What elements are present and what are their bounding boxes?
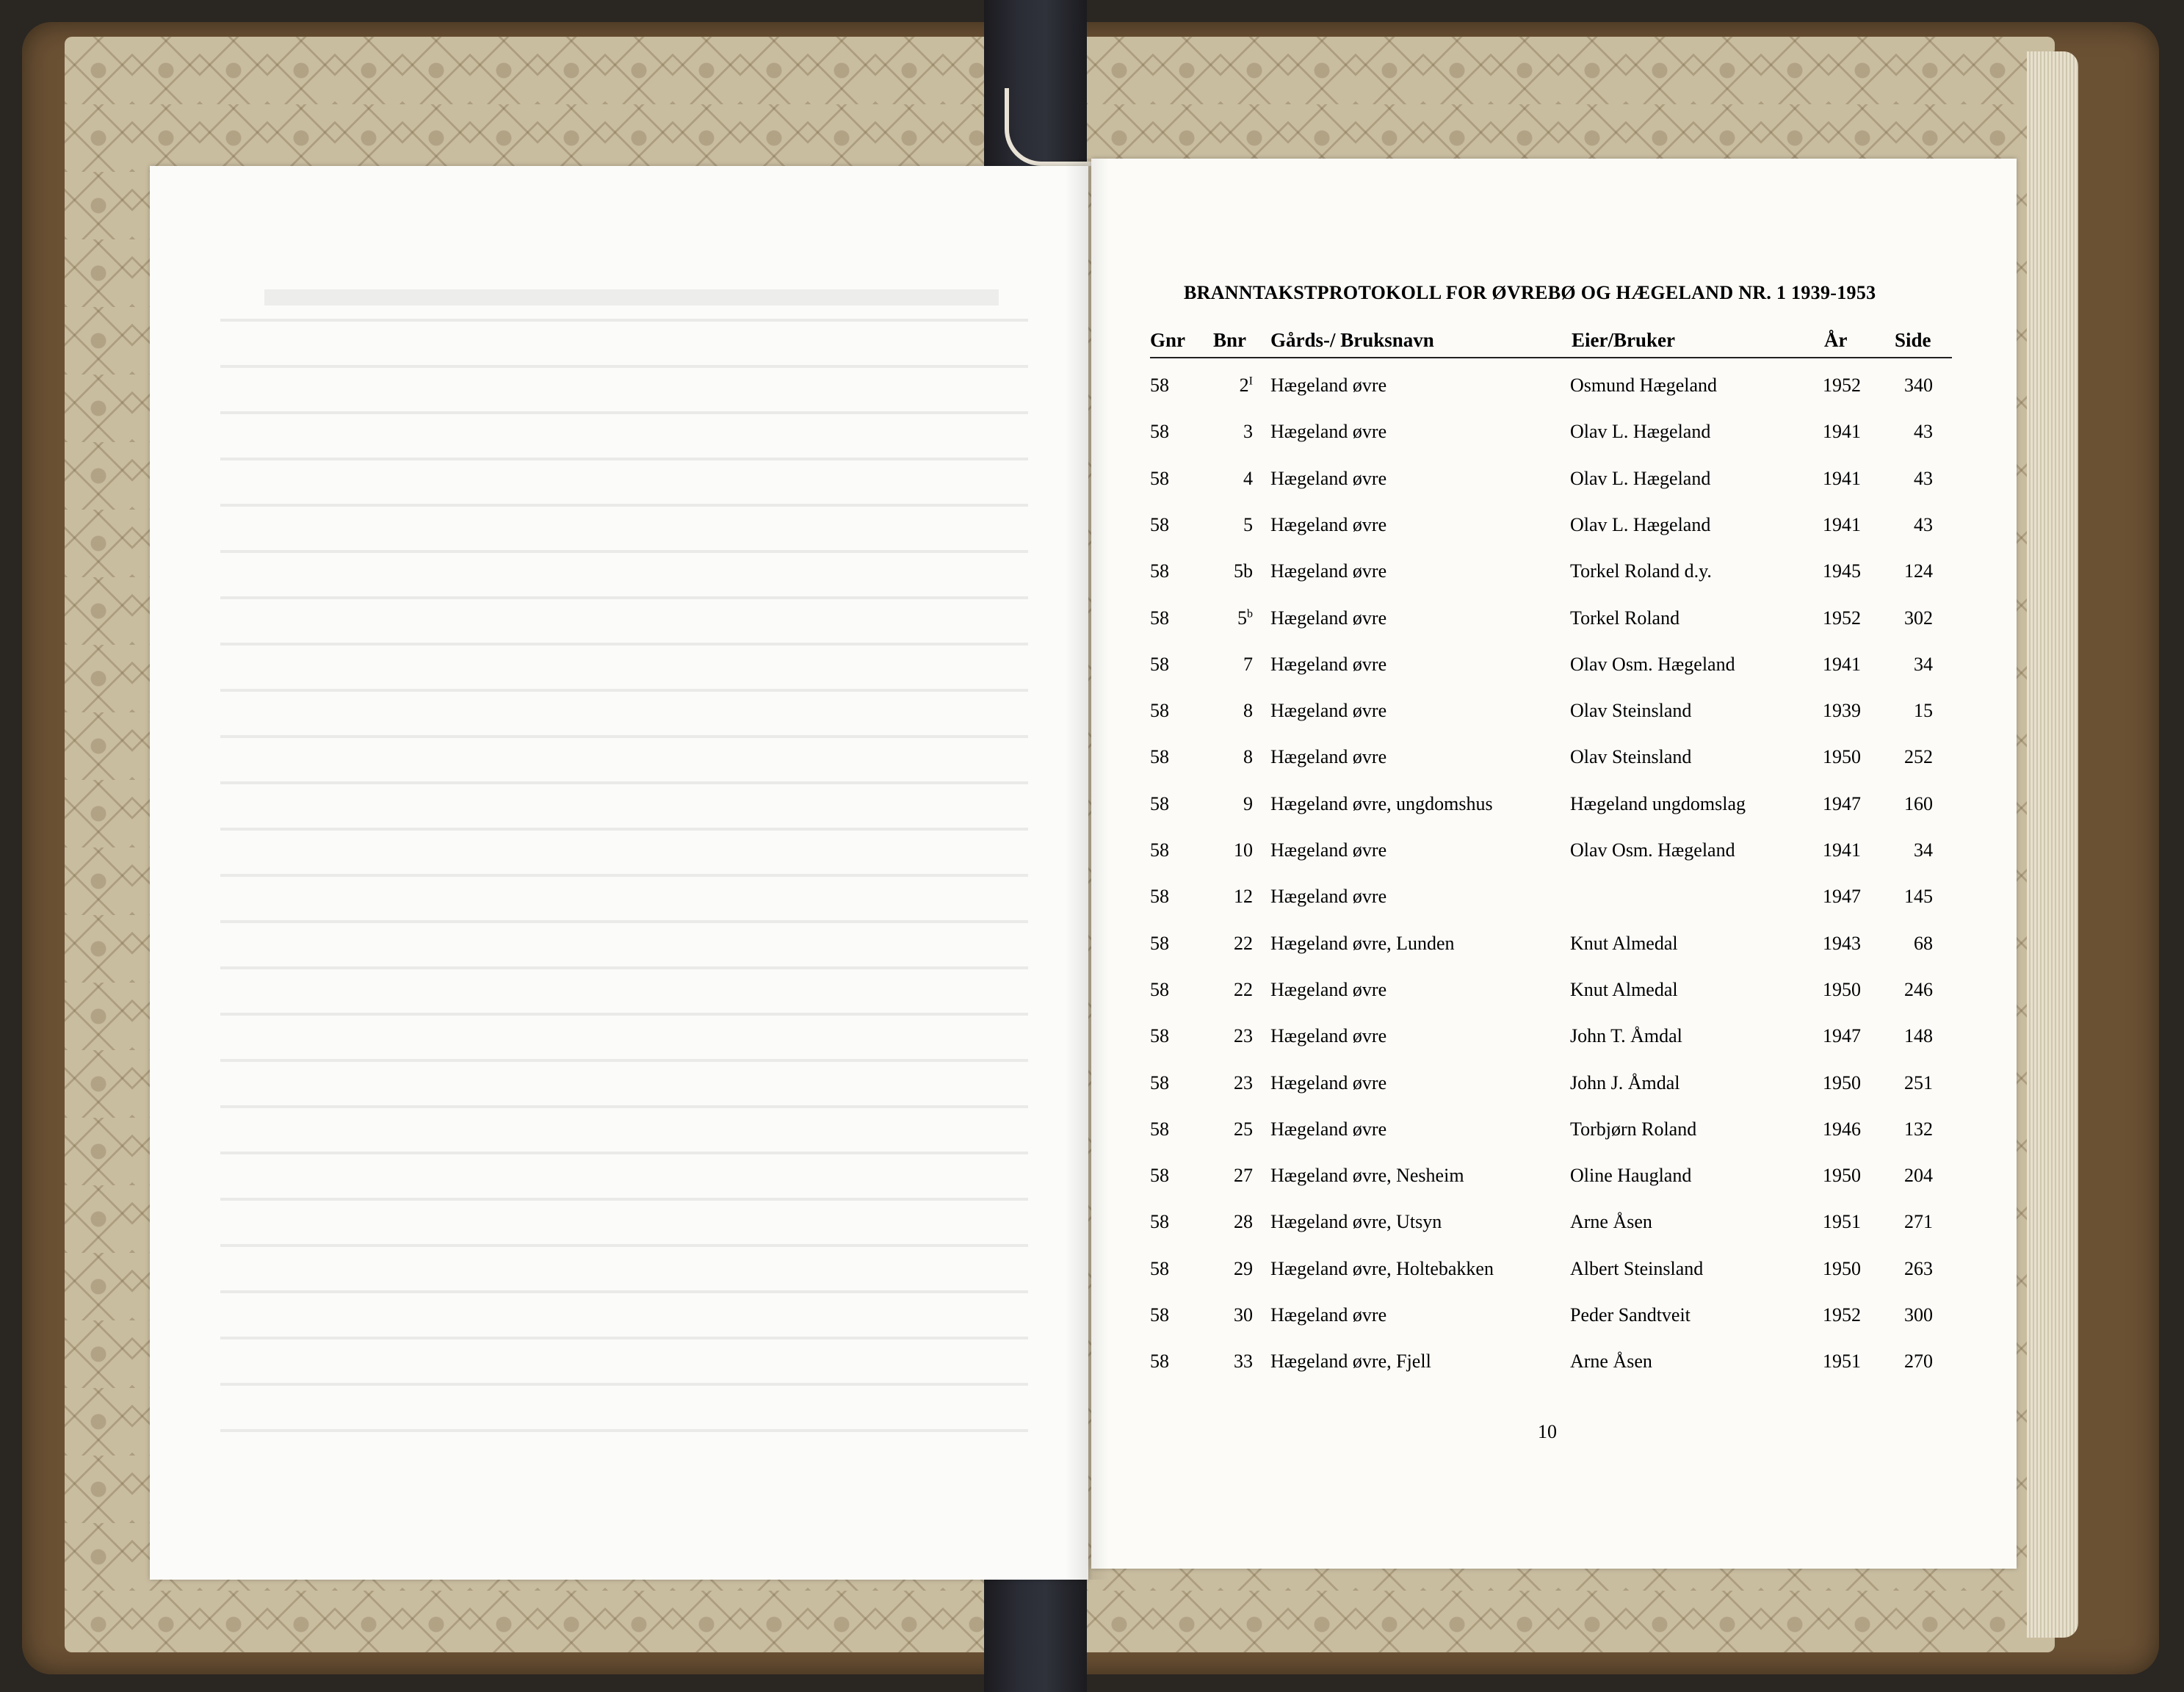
cell-bnr-value: 8 <box>1243 700 1253 721</box>
cell-name: Hægeland øvre <box>1270 886 1387 907</box>
cell-bnr <box>1212 1304 1253 1326</box>
cell-bnr <box>1212 375 1253 397</box>
cell-gnr: 58 <box>1150 1072 1169 1093</box>
cell-owner: Olav L. Hægeland <box>1570 514 1711 535</box>
cell-gnr: 58 <box>1150 933 1169 954</box>
cell-name: Hægeland øvre <box>1270 654 1387 675</box>
cell-gnr: 58 <box>1150 700 1169 721</box>
cell-side: 340 <box>1904 375 1933 396</box>
cell-bnr <box>1212 1211 1253 1233</box>
cell-side: 145 <box>1904 886 1933 907</box>
cell-owner: Olav L. Hægeland <box>1570 421 1711 442</box>
cell-year: 1951 <box>1823 1211 1861 1232</box>
cell-bnr-value: 5 <box>1243 514 1253 535</box>
cell-name: Hægeland øvre <box>1270 746 1387 767</box>
cell-side: 251 <box>1904 1072 1933 1093</box>
cell-bnr <box>1212 560 1253 582</box>
cell-gnr: 58 <box>1150 468 1169 489</box>
cell-side: 271 <box>1904 1211 1933 1232</box>
cell-bnr <box>1212 468 1253 490</box>
cell-side: 43 <box>1914 468 1933 489</box>
cell-year: 1941 <box>1823 468 1861 489</box>
cell-name: Hægeland øvre, Holtebakken <box>1270 1258 1494 1279</box>
cell-gnr: 58 <box>1150 654 1169 675</box>
cell-gnr: 58 <box>1150 1351 1169 1372</box>
column-header-side: Side <box>1895 329 1931 351</box>
cell-year: 1946 <box>1823 1118 1861 1140</box>
cell-bnr-value: 28 <box>1234 1211 1253 1232</box>
cell-gnr: 58 <box>1150 886 1169 907</box>
cell-side: 43 <box>1914 514 1933 535</box>
cell-owner: Arne Åsen <box>1570 1351 1652 1372</box>
cell-name: Hægeland øvre <box>1270 560 1387 582</box>
cell-bnr <box>1212 421 1253 443</box>
cell-gnr: 58 <box>1150 421 1169 442</box>
cell-bnr-value: 33 <box>1234 1351 1253 1372</box>
cell-gnr: 58 <box>1150 1118 1169 1140</box>
cell-gnr: 58 <box>1150 1258 1169 1279</box>
cell-name: Hægeland øvre <box>1270 839 1387 861</box>
column-header-gnr: Gnr <box>1150 329 1186 351</box>
cell-bnr-value: 12 <box>1234 886 1253 907</box>
cell-bnr-value: 22 <box>1234 933 1253 954</box>
cell-year: 1943 <box>1823 933 1861 954</box>
cell-name: Hægeland øvre, Nesheim <box>1270 1165 1464 1186</box>
cell-side: 34 <box>1914 839 1933 861</box>
cell-bnr <box>1212 746 1253 768</box>
cell-bnr-value: 29 <box>1234 1258 1253 1279</box>
cell-bnr-value: 4 <box>1243 468 1253 489</box>
cell-name: Hægeland øvre, ungdomshus <box>1270 793 1493 814</box>
cell-owner: Knut Almedal <box>1570 933 1678 954</box>
cell-side: 34 <box>1914 654 1933 675</box>
cell-bnr <box>1212 1072 1253 1094</box>
cell-bnr-value: 7 <box>1243 654 1253 675</box>
cell-side: 302 <box>1904 607 1933 629</box>
cell-bnr <box>1212 1351 1253 1373</box>
cell-bnr <box>1212 1258 1253 1280</box>
cell-bnr <box>1212 839 1253 861</box>
column-header-owner: Eier/Bruker <box>1572 329 1675 351</box>
cell-name: Hægeland øvre <box>1270 421 1387 442</box>
cell-gnr: 58 <box>1150 375 1169 396</box>
cell-bnr <box>1212 514 1253 536</box>
cell-owner: Knut Almedal <box>1570 979 1678 1000</box>
cell-side: 270 <box>1904 1351 1933 1372</box>
cell-name: Hægeland øvre <box>1270 468 1387 489</box>
cell-name: Hægeland øvre <box>1270 979 1387 1000</box>
cell-owner: Torkel Roland d.y. <box>1570 560 1712 582</box>
cell-side: 252 <box>1904 746 1933 767</box>
cell-gnr: 58 <box>1150 607 1169 629</box>
cell-bnr-value: 2 <box>1239 375 1249 396</box>
cell-owner: Arne Åsen <box>1570 1211 1652 1232</box>
cell-name: Hægeland øvre <box>1270 1025 1387 1046</box>
cell-year: 1939 <box>1823 700 1861 721</box>
cell-bnr <box>1212 886 1253 908</box>
cell-gnr: 58 <box>1150 1025 1169 1046</box>
cell-owner: John T. Åmdal <box>1570 1025 1682 1046</box>
cell-bnr <box>1212 979 1253 1001</box>
cell-bnr-value: 23 <box>1234 1072 1253 1093</box>
cell-owner: Albert Steinsland <box>1570 1258 1704 1279</box>
cell-owner: Oline Haugland <box>1570 1165 1692 1186</box>
cell-name: Hægeland øvre <box>1270 1072 1387 1093</box>
cell-name: Hægeland øvre, Utsyn <box>1270 1211 1442 1232</box>
cell-year: 1941 <box>1823 514 1861 535</box>
cell-gnr: 58 <box>1150 560 1169 582</box>
cell-bnr-value: 8 <box>1243 746 1253 767</box>
cell-bnr-value: 23 <box>1234 1025 1253 1046</box>
cell-bnr-value: 5 <box>1237 607 1247 629</box>
cell-bnr-value: 22 <box>1234 979 1253 1000</box>
cell-bnr <box>1212 654 1253 676</box>
cell-side: 148 <box>1904 1025 1933 1046</box>
cell-bnr <box>1212 607 1253 629</box>
cell-gnr: 58 <box>1150 1304 1169 1326</box>
cell-year: 1952 <box>1823 375 1861 396</box>
page-edges <box>2027 51 2078 1638</box>
cell-year: 1947 <box>1823 793 1861 814</box>
cell-side: 246 <box>1904 979 1933 1000</box>
cell-name: Hægeland øvre, Fjell <box>1270 1351 1431 1372</box>
cell-gnr: 58 <box>1150 514 1169 535</box>
cell-bnr <box>1212 1118 1253 1140</box>
column-header-name: Gårds-/ Bruksnavn <box>1270 329 1434 351</box>
cell-year: 1950 <box>1823 979 1861 1000</box>
cell-side: 124 <box>1904 560 1933 582</box>
cell-year: 1950 <box>1823 1258 1861 1279</box>
cell-side: 160 <box>1904 793 1933 814</box>
header-rule <box>1150 357 1952 358</box>
cell-year: 1950 <box>1823 1165 1861 1186</box>
cell-gnr: 58 <box>1150 1165 1169 1186</box>
cell-bnr-value: 10 <box>1234 839 1253 861</box>
cell-bnr-value: 30 <box>1234 1304 1253 1326</box>
cell-bnr-value: 3 <box>1243 421 1253 442</box>
cell-name: Hægeland øvre <box>1270 375 1387 396</box>
cell-side: 43 <box>1914 421 1933 442</box>
cell-owner: Olav L. Hægeland <box>1570 468 1711 489</box>
cell-gnr: 58 <box>1150 1211 1169 1232</box>
cell-year: 1945 <box>1823 560 1861 582</box>
cell-year: 1947 <box>1823 886 1861 907</box>
cell-side: 15 <box>1914 700 1933 721</box>
cell-year: 1941 <box>1823 839 1861 861</box>
cell-year: 1947 <box>1823 1025 1861 1046</box>
cell-bnr-value: 25 <box>1234 1118 1253 1140</box>
cell-side: 204 <box>1904 1165 1933 1186</box>
cell-bnr <box>1212 700 1253 722</box>
bookmark-string <box>1005 88 1097 166</box>
cell-gnr: 58 <box>1150 746 1169 767</box>
cell-owner: John J. Åmdal <box>1570 1072 1680 1093</box>
cell-bnr-value: 9 <box>1243 793 1253 814</box>
cell-year: 1941 <box>1823 654 1861 675</box>
cell-owner: Olav Steinsland <box>1570 700 1692 721</box>
left-page-bleed-header <box>264 289 999 306</box>
cell-year: 1951 <box>1823 1351 1861 1372</box>
gutter-shadow <box>1065 159 1109 1580</box>
cell-name: Hægeland øvre <box>1270 607 1387 629</box>
column-header-bnr: Bnr <box>1213 329 1247 351</box>
cell-owner: Torbjørn Roland <box>1570 1118 1697 1140</box>
column-header-year: År <box>1824 329 1848 351</box>
cell-owner: Olav Osm. Hægeland <box>1570 839 1735 861</box>
cell-year: 1952 <box>1823 607 1861 629</box>
cell-bnr-superscript: b <box>1247 607 1253 621</box>
cell-name: Hægeland øvre <box>1270 1304 1387 1326</box>
cell-owner: Hægeland ungdomslag <box>1570 793 1746 814</box>
cell-name: Hægeland øvre <box>1270 514 1387 535</box>
cell-side: 300 <box>1904 1304 1933 1326</box>
cell-bnr-value: 5b <box>1234 560 1253 582</box>
cell-year: 1950 <box>1823 746 1861 767</box>
cell-name: Hægeland øvre, Lunden <box>1270 933 1455 954</box>
page-number: 10 <box>1538 1421 1557 1442</box>
cell-owner: Olav Steinsland <box>1570 746 1692 767</box>
cell-year: 1941 <box>1823 421 1861 442</box>
cell-owner: Olav Osm. Hægeland <box>1570 654 1735 675</box>
cell-bnr-superscript: I <box>1248 375 1253 388</box>
cell-owner: Torkel Roland <box>1570 607 1680 629</box>
cell-year: 1952 <box>1823 1304 1861 1326</box>
cell-gnr: 58 <box>1150 979 1169 1000</box>
cell-bnr-value: 27 <box>1234 1165 1253 1186</box>
cell-bnr <box>1212 933 1253 955</box>
cell-owner: Osmund Hægeland <box>1570 375 1718 396</box>
cell-side: 263 <box>1904 1258 1933 1279</box>
document-title: BRANNTAKSTPROTOKOLL FOR ØVREBØ OG HÆGELAND NR. 1 1939-1953 <box>1184 282 1876 303</box>
cell-bnr <box>1212 1165 1253 1187</box>
cell-gnr: 58 <box>1150 793 1169 814</box>
left-page-bleed-through <box>220 279 1028 1469</box>
cell-name: Hægeland øvre <box>1270 1118 1387 1140</box>
cell-side: 132 <box>1904 1118 1933 1140</box>
cell-bnr <box>1212 793 1253 815</box>
cell-name: Hægeland øvre <box>1270 700 1387 721</box>
cell-owner: Peder Sandtveit <box>1570 1304 1691 1326</box>
cell-gnr: 58 <box>1150 839 1169 861</box>
cell-year: 1950 <box>1823 1072 1861 1093</box>
cell-side: 68 <box>1914 933 1933 954</box>
cell-bnr <box>1212 1025 1253 1047</box>
